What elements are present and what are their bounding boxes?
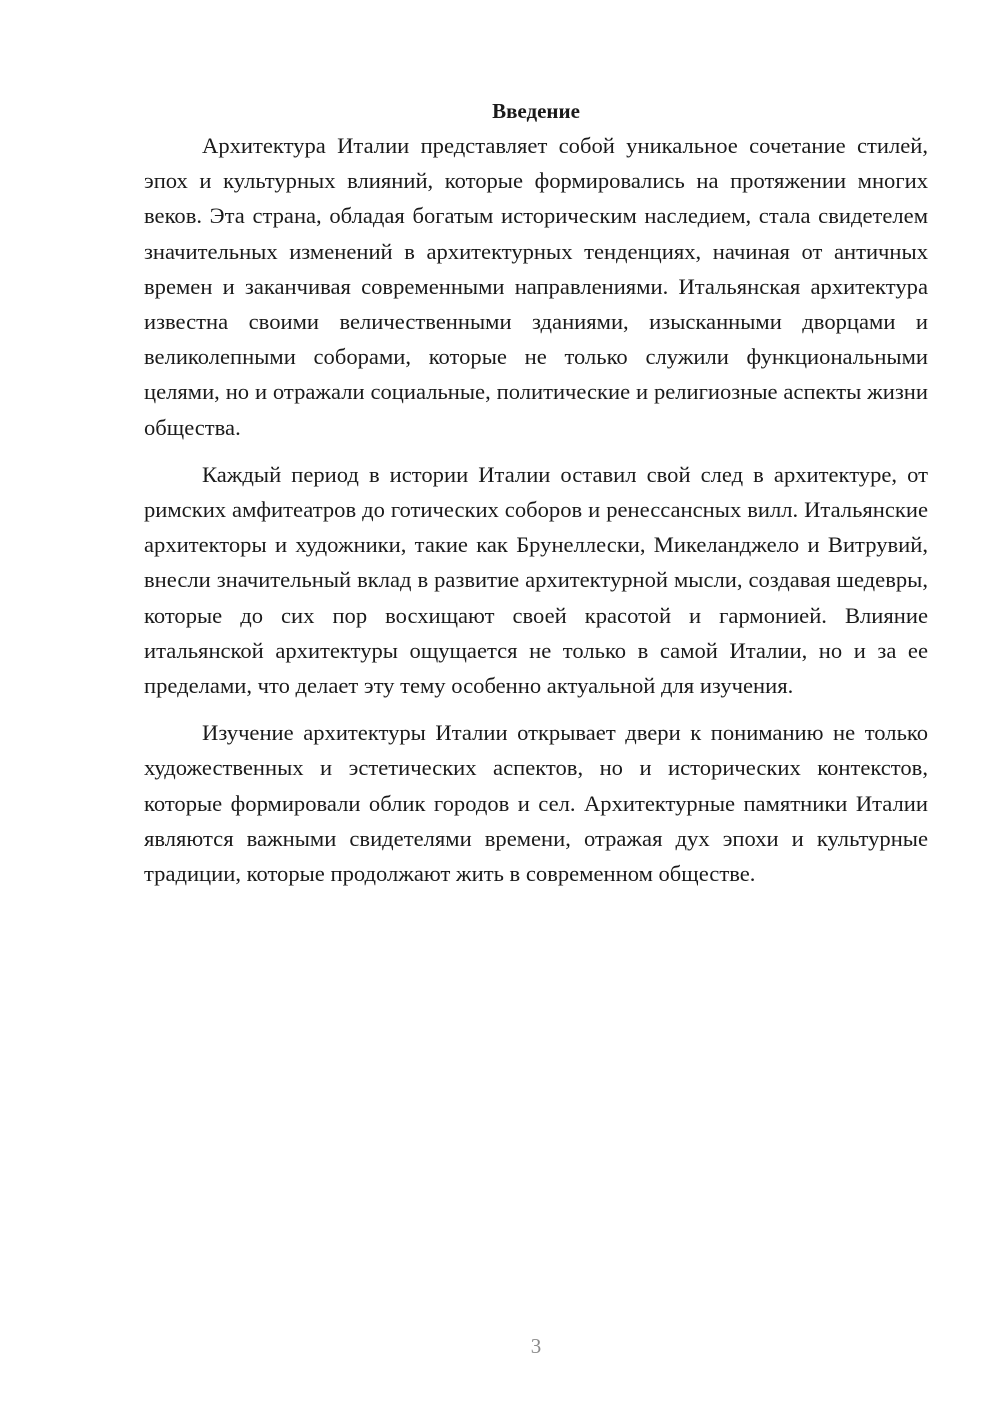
- page-content: [144, 96, 928, 903]
- paragraph-2: Каждый период в истории Италии оставил свой след в архитектуре, от римских амфитеатров до готических соборов и ренессансных вилл. Итальянские архитекторы и художники, такие как Брунеллески, Микеланджело и Витрувий, внесли значительный вклад в развитие архитектурной мысли, создавая шедевры, которые до сих пор восхищают своей красотой и гармонией. Влияние итальянской архитектуры ощущается не только в самой Италии, но и за ее пределами, что делает эту тему особенно актуальной для изучения.: [144, 461, 928, 699]
- page-number: 3: [530, 1334, 542, 1358]
- paragraph-1: Архитектура Италии представляет собой уникальное сочетание стилей, эпох и культурных влияний, которые формировались на протяжении многих веков. Эта страна, обладая богатым историческим наследием, стала свидетелем значительных изменений в архитектурных тенденциях, начиная от античных времен и заканчивая современными направлениями. Итальянская архитектура известна своими величественными зданиями, изысканными дворцами и великолепными соборами, которые не только служили функциональными целями, но и отражали социальные, политические и религиозные аспекты жизни общества.: [144, 133, 928, 440]
- page-title: Введение: [492, 99, 580, 123]
- paragraph-3: Изучение архитектуры Италии открывает двери к пониманию не только художественных и эстетических аспектов, но и исторических контекстов, которые формировали облик городов и сел. Архитектурные памятники Италии являются важными свидетелями времени, отражая дух эпохи и культурные традиции, которые продолжают жить в современном обществе.: [144, 720, 928, 887]
